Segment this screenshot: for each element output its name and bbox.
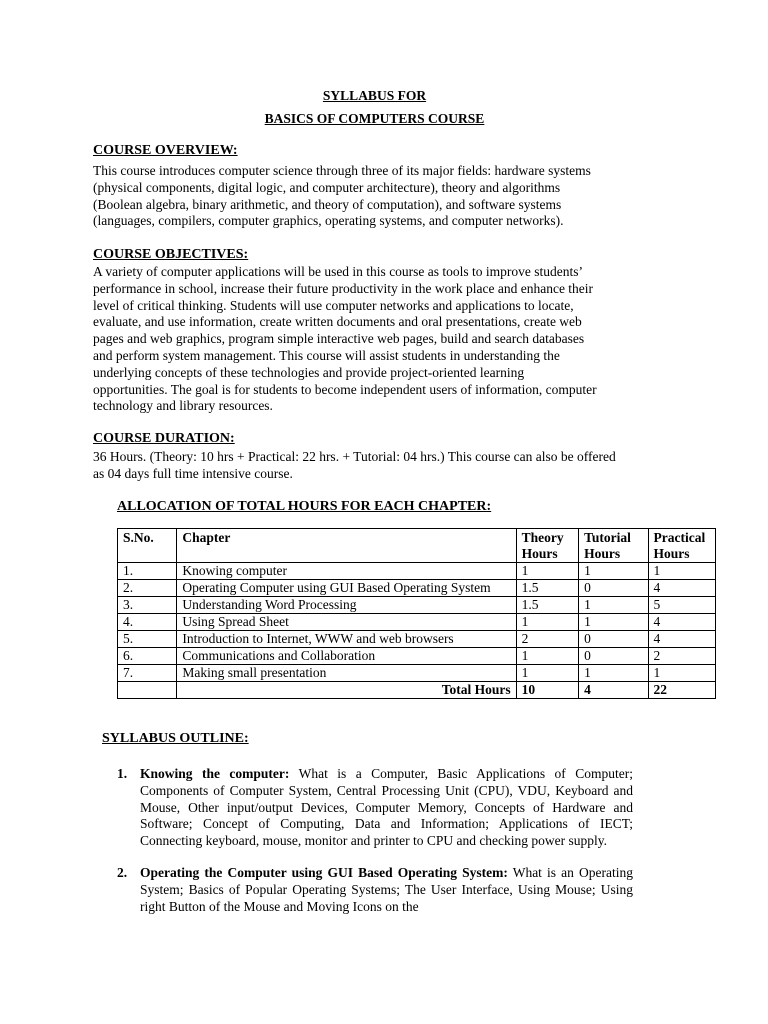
table-row <box>118 631 716 648</box>
outline-heading: SYLLABUS OUTLINE: <box>102 731 249 746</box>
cell-chapter: Communications and Collaboration <box>177 648 516 665</box>
allocation-heading: ALLOCATION OF TOTAL HOURS FOR EACH CHAPTER: <box>117 499 492 514</box>
cell-chapter: Knowing computer <box>177 563 516 580</box>
cell-sno: 6. <box>118 648 177 665</box>
cell-chapter: Making small presentation <box>177 665 516 682</box>
cell-tutorial: 0 <box>579 580 648 597</box>
column-header-practical: Practical Hours <box>648 529 715 563</box>
cell-chapter: Operating Computer using GUI Based Operating System <box>177 580 516 597</box>
list-item <box>117 766 633 850</box>
cell-tutorial: 1 <box>579 665 648 682</box>
table-row <box>118 648 716 665</box>
total-practical: 22 <box>648 682 715 699</box>
cell-tutorial: 1 <box>579 614 648 631</box>
cell-empty <box>118 682 177 699</box>
cell-theory: 1.5 <box>516 597 578 614</box>
objectives-line: technology and library resources. <box>93 398 273 414</box>
cell-practical: 4 <box>648 631 715 648</box>
cell-practical: 4 <box>648 614 715 631</box>
cell-tutorial: 0 <box>579 648 648 665</box>
overview-line: (Boolean algebra, binary arithmetic, and theory of computation), and software systems <box>93 196 562 212</box>
allocation-table <box>117 528 716 699</box>
objectives-paragraph <box>93 264 703 415</box>
cell-sno: 1. <box>118 563 177 580</box>
item-number: 2. <box>117 864 128 880</box>
objectives-line: pages and web graphics, program simple interactive web pages, build and search databases <box>93 331 585 347</box>
cell-practical: 5 <box>648 597 715 614</box>
overview-heading: COURSE OVERVIEW: <box>93 143 238 158</box>
cell-chapter: Using Spread Sheet <box>177 614 516 631</box>
objectives-line: underlying concepts of these technologies and provide project-oriented learning <box>93 364 525 380</box>
objectives-line: opportunities. The goal is for students to become independent users of information, computer <box>93 381 597 397</box>
objectives-line: level of critical thinking. Students will use computer networks and applications to locate, <box>93 297 574 313</box>
item-number: 1. <box>117 766 128 781</box>
overview-line: This course introduces computer science through three of its major fields: hardware systems <box>93 163 591 178</box>
column-header-chapter: Chapter <box>177 529 516 563</box>
cell-theory: 1 <box>516 665 578 682</box>
table-row <box>118 597 716 614</box>
table-header-row <box>118 529 716 563</box>
cell-practical: 1 <box>648 665 715 682</box>
total-label: Total Hours <box>177 682 516 699</box>
outline-list <box>117 766 633 915</box>
cell-tutorial: 0 <box>579 631 648 648</box>
overview-line: (languages, compilers, computer graphics, operating systems, and computer networks). <box>93 213 564 229</box>
item-text: What is an Operating System; Basics of Popular Operating Systems; The User Interface, Using Mouse; Using right Button of the Mouse and Moving Icons on the <box>140 864 634 914</box>
column-header-sno: S.No. <box>118 529 177 563</box>
cell-tutorial: 1 <box>579 563 648 580</box>
objectives-line: A variety of computer applications will be used in this course as tools to improve students’ <box>93 264 584 279</box>
item-text: What is a Computer, Basic Applications of Computer; Components of Computer System, Central Processing Unit (CPU), VDU, Keyboard and Mouse, Other input/output Devices, Computer Memory, Concepts of Hardware and Software; Concept of Computing, Data and Information; Applications of IECT; Connecting keyboard, mouse, monitor and printer to CPU and checking power supply. <box>140 766 633 849</box>
duration-line: 36 Hours. (Theory: 10 hrs + Practical: 22 hrs. + Tutorial: 04 hrs.) This course can also be offered <box>93 449 616 464</box>
table-row <box>118 563 716 580</box>
objectives-heading: COURSE OBJECTIVES: <box>93 247 249 262</box>
total-tutorial: 4 <box>579 682 648 699</box>
table-row <box>118 665 716 682</box>
objectives-line: evaluate, and use information, create written documents and oral presentations, create web <box>93 314 582 330</box>
cell-practical: 4 <box>648 580 715 597</box>
cell-theory: 1 <box>516 614 578 631</box>
cell-chapter: Understanding Word Processing <box>177 597 516 614</box>
cell-theory: 1 <box>516 563 578 580</box>
cell-sno: 5. <box>118 631 177 648</box>
duration-line: as 04 days full time intensive course. <box>93 465 293 481</box>
table-row <box>118 580 716 597</box>
table-row <box>118 614 716 631</box>
document-title-line2: BASICS OF COMPUTERS COURSE <box>264 111 485 126</box>
cell-sno: 2. <box>118 580 177 597</box>
total-theory: 10 <box>516 682 578 699</box>
cell-theory: 1.5 <box>516 580 578 597</box>
document-title-line1: SYLLABUS FOR <box>322 88 427 103</box>
duration-heading: COURSE DURATION: <box>93 431 235 446</box>
objectives-line: performance in school, increase their future productivity in the work place and enhance their <box>93 280 594 296</box>
objectives-line: and perform system management. This course will assist students in understanding the <box>93 347 560 363</box>
item-lead: Operating the Computer using GUI Based Operating System: <box>140 864 508 880</box>
column-header-theory: Theory Hours <box>516 529 578 563</box>
cell-practical: 2 <box>648 648 715 665</box>
list-item <box>117 865 633 915</box>
cell-chapter: Introduction to Internet, WWW and web browsers <box>177 631 516 648</box>
cell-tutorial: 1 <box>579 597 648 614</box>
overview-paragraph <box>93 163 703 230</box>
cell-theory: 1 <box>516 648 578 665</box>
overview-line: (physical components, digital logic, and computer architecture), theory and algorithms <box>93 179 561 195</box>
cell-practical: 1 <box>648 563 715 580</box>
duration-paragraph <box>93 449 703 483</box>
cell-sno: 3. <box>118 597 177 614</box>
table-total-row <box>118 682 716 699</box>
item-lead: Knowing the computer: <box>140 766 290 781</box>
cell-sno: 4. <box>118 614 177 631</box>
cell-theory: 2 <box>516 631 578 648</box>
cell-sno: 7. <box>118 665 177 682</box>
column-header-tutorial: Tutorial Hours <box>579 529 648 563</box>
